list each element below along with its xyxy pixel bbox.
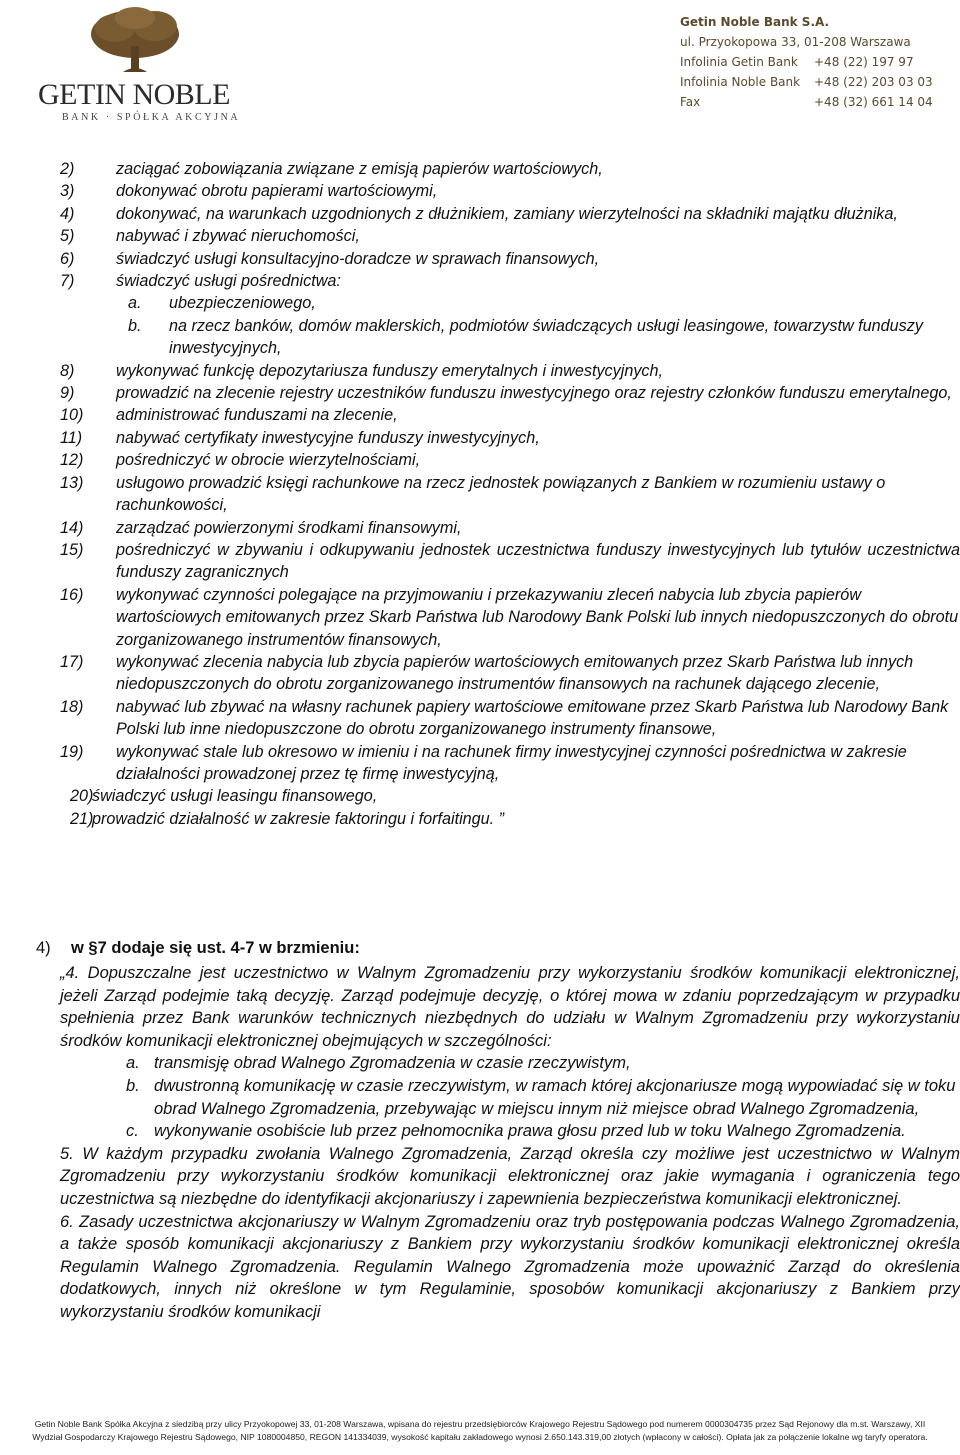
section-number: 4) (36, 939, 51, 957)
item-text: ubezpieczeniowego, (169, 294, 316, 313)
item-number: 6) (60, 249, 75, 268)
item-letter: a. (126, 1054, 140, 1073)
list-item (60, 382, 960, 404)
list-item (60, 180, 960, 202)
item-number: 8) (60, 361, 75, 380)
item-text: nabywać i zbywać nieruchomości, (116, 227, 360, 246)
contact-value: +48 (32) 661 14 04 (814, 95, 933, 109)
company-address: ul. Przyokopowa 33, 01-208 Warszawa (680, 35, 911, 49)
list-item (60, 248, 960, 270)
item-text: zarządzać powierzonymi środkami finansowymi, (116, 518, 462, 537)
list-item (60, 203, 960, 225)
list-item (60, 785, 960, 807)
item-text: nabywać lub zbywać na własny rachunek papiery wartościowe emitowane przez Skarb Państwa lub Narodowy Bank Polski lub inne niedopuszczone do obrotu zorganizowanego instrumenty finansowe, (116, 697, 949, 739)
list-item (60, 539, 960, 584)
item-text: prowadzić na zlecenie rejestry uczestników funduszu inwestycyjnego oraz rejestry członków funduszu emerytalnego, (116, 384, 952, 403)
item-number: 7) (60, 272, 75, 291)
contact-label: Infolinia Noble Bank (680, 75, 801, 89)
list-item (60, 404, 960, 426)
item-text: świadczyć usługi pośrednictwa: (116, 272, 341, 291)
item-text: świadczyć usługi leasingu finansowego, (92, 787, 378, 806)
item-text: prowadzić działalność w zakresie faktoringu i forfaitingu. ” (92, 809, 505, 828)
item-letter: a. (128, 294, 142, 313)
contact-label: Infolinia Getin Bank (680, 55, 798, 69)
item-text: pośredniczyć w obrocie wierzytelnościami, (116, 451, 421, 470)
company-name: Getin Noble Bank S.A. (680, 15, 830, 29)
item-number: 3) (60, 182, 75, 201)
item-text: zaciągać zobowiązania związane z emisją papierów wartościowych, (116, 160, 603, 178)
item-text: dokonywać obrotu papierami wartościowymi, (116, 182, 438, 201)
contact-block (680, 12, 940, 112)
item-text: wykonywać zlecenia nabycia lub zbycia papierów wartościowych emitowanych przez Skarb Państwa lub innych niedopuszczonych do obrotu zorganizowanego instrumentów finansowych na rachunek dającego zlecenie, (116, 652, 914, 694)
item-letter: b. (128, 316, 142, 335)
item-number: 13) (60, 473, 84, 492)
item-number: 18) (60, 697, 84, 716)
list-item (60, 651, 960, 696)
item-number: 16) (60, 585, 84, 604)
item-number: 5) (60, 227, 75, 246)
logo-subtitle: BANK · SPÓŁKA AKCYJNA (62, 112, 241, 123)
contact-label: Fax (680, 95, 701, 109)
paragraph-6-text: 6. Zasady uczestnictwa akcjonariuszy w Walnym Zgromadzeniu oraz tryb postępowania podczas Walnego Zgromadzenia, a także sposób komunikacji akcjonariuszy z Bankiem przy wykorzystaniu środków komunikacji elektronicznej określa Regulamin Walnego Zgromadzenia. Regulamin Walnego Zgromadzenia może upoważnić Zarząd do określenia dodatkowych, innych niż określone w tym Regulaminie, sposobów komunikacji akcjonariuszy z Bankiem przy wykorzystaniu środków komunikacji (60, 1212, 960, 1321)
contact-row (680, 92, 940, 112)
list-item (60, 696, 960, 741)
item-text: dwustronną komunikację w czasie rzeczywistym, w ramach której akcjonariusze mogą wypowiadać się w toku obrad Walnego Zgromadzenia, przebywając w miejscu innym niż miejsce obrad Walnego Zgromadzenia, (154, 1076, 956, 1118)
item-number: 17) (60, 652, 84, 671)
item-text: wykonywanie osobiście lub przez pełnomocnika prawa głosu przed lub w toku Walnego Zgromadzenia. (154, 1122, 906, 1141)
item-number: 12) (60, 451, 84, 470)
list-item (60, 158, 960, 180)
item-number: 10) (60, 406, 84, 425)
list-item (60, 225, 960, 247)
list-item (60, 270, 960, 292)
list-item (60, 808, 960, 830)
item-number: 2) (60, 160, 75, 178)
paragraph-4-text: „4. Dopuszczalne jest uczestnictwo w Walnym Zgromadzeniu przy wykorzystaniu środków komunikacji elektronicznej, jeżeli Zarząd podejmie taką decyzję. Zarząd podejmuje decyzję, o której mowa w zdaniu poprzedzającym w przypadku spełnienia przez Bank warunków technicznych niezbędnych do udziału w Walnym Zgromadzeniu przy wykorzystaniu środków komunikacji elektronicznej obejmujących w szczególności: (60, 964, 960, 1050)
item-number: 9) (60, 384, 75, 403)
letterhead (0, 0, 960, 130)
item-text: dokonywać, na warunkach uzgodnionych z dłużnikiem, zamiany wierzytelności na składniki majątku dłużnika, (116, 204, 898, 223)
legal-footer (0, 1418, 960, 1444)
item-text: nabywać certyfikaty inwestycyjne funduszy inwestycyjnych, (116, 428, 540, 447)
bank-logo (30, 6, 240, 124)
activities-list (60, 158, 960, 830)
item-letter: b. (126, 1076, 140, 1095)
item-text: wykonywać stale lub okresowo w imieniu i na rachunek firmy inwestycyjnej czynności pośrednictwa w zakresie działalności prowadzonej przez tę firmę inwestycyjną, (116, 742, 907, 783)
list-item (60, 1120, 960, 1143)
list-item (60, 472, 960, 517)
footer-line: Getin Noble Bank Spółka Akcyjna z siedzibą przy ulicy Przyokopowej 33, 01-208 Warszawa, wpisana do rejestru przedsiębiorców Krajowego Rejestru Sądowego pod numerem 0000304735 przez Sąd Rejonowy dla m.st. Warszawy, XII (34, 1419, 926, 1429)
item-text: świadczyć usługi konsultacyjno-doradcze w sprawach finansowych, (116, 249, 600, 268)
item-number: 20) (70, 787, 94, 806)
item-text: transmisję obrad Walnego Zgromadzenia w czasie rzeczywistym, (154, 1054, 631, 1073)
list-item (60, 360, 960, 382)
item-number: 21) (70, 809, 94, 828)
sub-list-item (60, 292, 960, 314)
item-text: na rzecz banków, domów maklerskich, podmiotów świadczących usługi leasingowe, towarzystw funduszy inwestycyjnych, (169, 316, 923, 358)
logo-wordmark: GETIN NOBLE (38, 78, 230, 111)
sub-list-item (60, 315, 960, 360)
list-item (60, 741, 960, 786)
item-number: 19) (60, 742, 84, 761)
list-item (60, 427, 960, 449)
item-text: usługowo prowadzić księgi rachunkowe na rzecz jednostek powiązanych z Bankiem w rozumieniu ustawy o rachunkowości, (116, 473, 886, 515)
list-item (60, 449, 960, 471)
contact-row (680, 52, 940, 72)
list-item (60, 517, 960, 539)
item-text: pośredniczyć w zbywaniu i odkupywaniu jednostek uczestnictwa funduszy inwestycyjnych lub tytułów uczestnictwa funduszy zagranicznych (116, 540, 960, 582)
item-text: wykonywać czynności polegające na przyjmowaniu i przekazywaniu zleceń nabycia lub zbycia papierów wartościowych emitowanych przez Skarb Państwa lub Narodowy Bank Polski lub innych niedopuszczonych do obrotu zorganizowanego instrumentów finansowych, (116, 585, 959, 649)
section-title: w §7 dodaje się ust. 4-7 w brzmieniu: (71, 939, 360, 957)
footer-line: Wydział Gospodarczy Krajowego Rejestru Sądowego, NIP 1080004850, REGON 141334039, wysokość kapitału zakładowego wynosi 2.650.143.319,00 złotych (wpłacony w całości). Opłata jak za połączenie lokalne wg taryfy operatora. (32, 1432, 928, 1442)
paragraph-4 (60, 962, 960, 1324)
item-number: 14) (60, 518, 84, 537)
item-text: administrować funduszami na zlecenie, (116, 406, 398, 425)
item-number: 4) (60, 204, 75, 223)
item-letter: c. (126, 1122, 139, 1141)
contact-value: +48 (22) 203 03 03 (814, 75, 933, 89)
item-number: 11) (60, 428, 83, 447)
item-text: wykonywać funkcję depozytariusza funduszy emerytalnych i inwestycyjnych, (116, 361, 664, 380)
list-item (60, 584, 960, 651)
contact-value: +48 (22) 197 97 (814, 55, 914, 69)
list-item (60, 1052, 960, 1075)
contact-row (680, 72, 940, 92)
item-number: 15) (60, 540, 84, 559)
paragraph-5-text: 5. W każdym przypadku zwołania Walnego Zgromadzenia, Zarząd określa czy możliwe jest uczestnictwo w Walnym Zgromadzeniu przy wykorzystaniu środków komunikacji elektronicznej oraz jakie wymagania i ograniczenia tego uczestnictwa są niezbędne do identyfikacji akcjonariuszy i zapewnienia bezpieczeństwa komunikacji elektronicznej. (60, 1144, 960, 1208)
list-item (60, 1075, 960, 1120)
tree-logo-icon (85, 6, 185, 78)
section-heading (36, 937, 926, 960)
